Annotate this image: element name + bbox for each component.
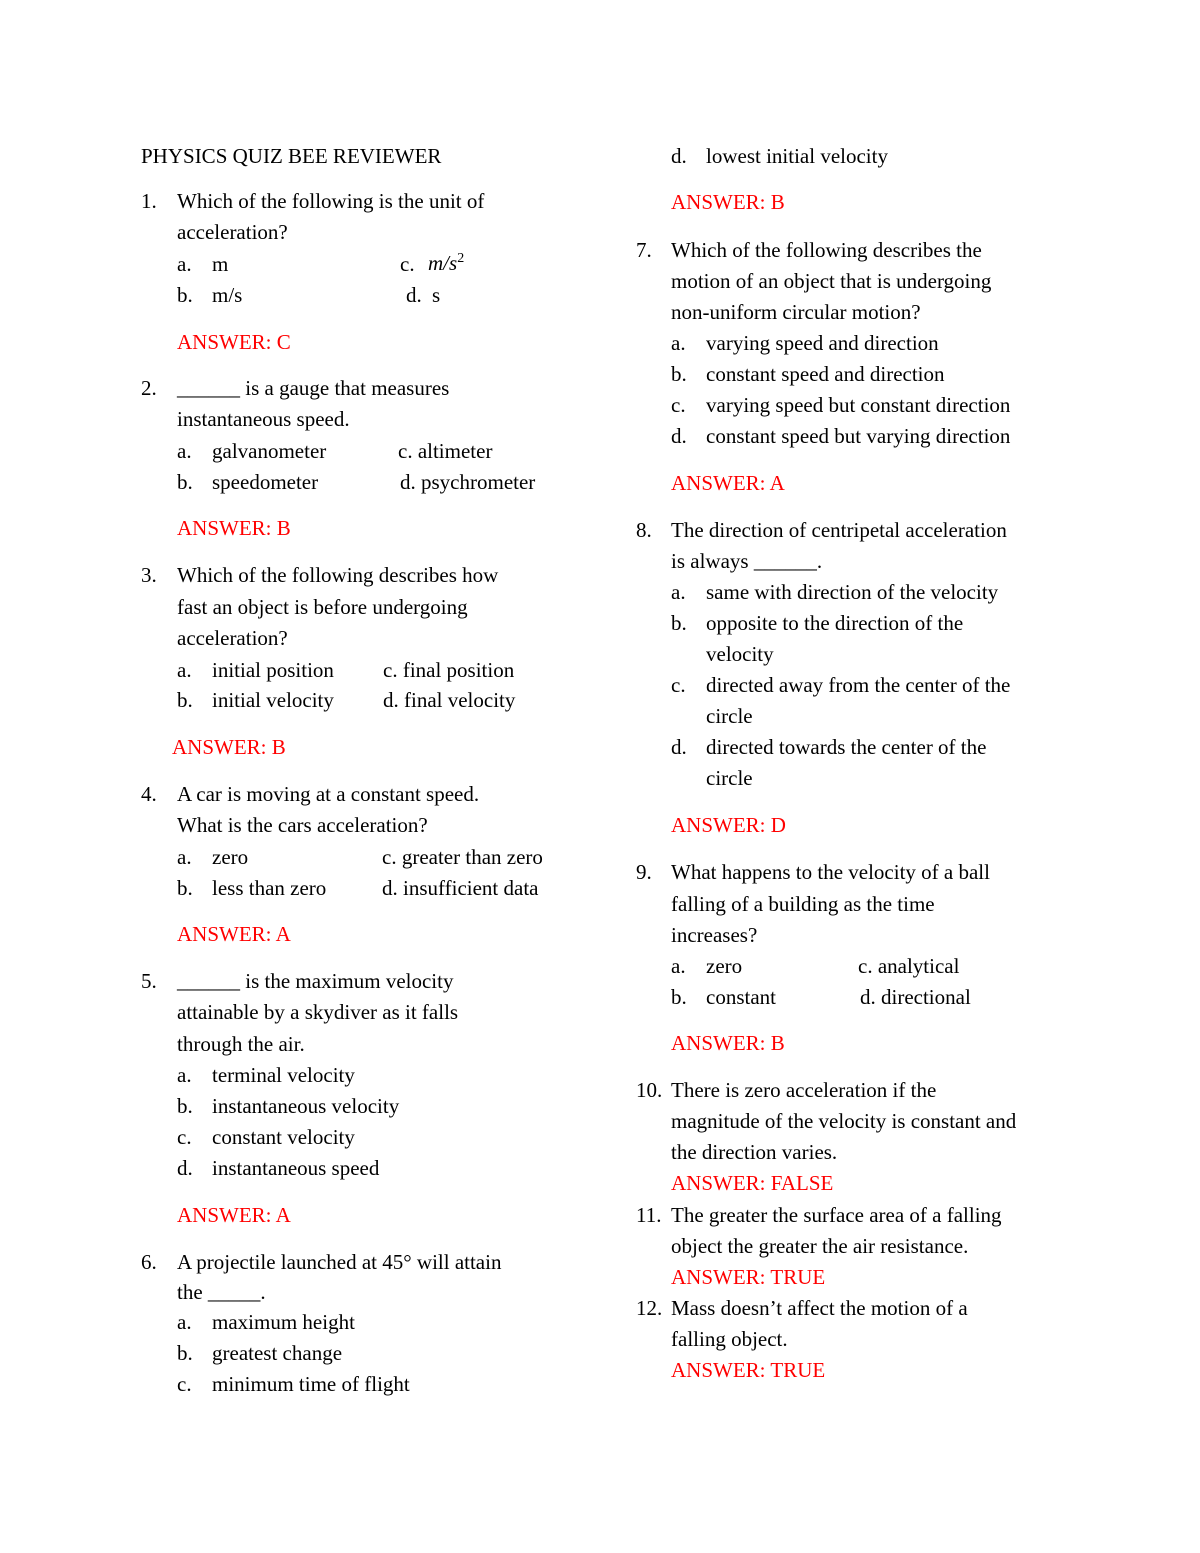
question-text: There is zero acceleration if the [671, 1078, 937, 1102]
option-a: galvanometer [212, 439, 327, 463]
option-d: constant speed but varying direction [706, 424, 1011, 448]
option-a: zero [212, 845, 249, 869]
option-letter: a. [177, 1310, 192, 1334]
option-letter: b. [177, 470, 193, 494]
question-text: through the air. [177, 1032, 305, 1056]
option-letter: a. [177, 845, 192, 869]
option-letter: b. [177, 876, 193, 900]
option-letter: a. [671, 580, 686, 604]
question-number: 2. [141, 376, 157, 400]
option-c: c. altimeter [398, 439, 493, 463]
question-text: What is the cars acceleration? [177, 813, 428, 837]
option-a: terminal velocity [212, 1063, 355, 1087]
option-letter: c. [671, 393, 686, 417]
option-c: minimum time of flight [212, 1372, 410, 1396]
option-b: speedometer [212, 470, 319, 494]
question-text: ______ is a gauge that measures [177, 376, 450, 400]
answer: ANSWER: B [671, 1031, 785, 1055]
answer: ANSWER: A [177, 1203, 291, 1227]
option-letter: a. [671, 954, 686, 978]
option-d: lowest initial velocity [706, 144, 888, 168]
question-text: What happens to the velocity of a ball [671, 860, 990, 884]
option-b: constant speed and direction [706, 362, 945, 386]
option-d: instantaneous speed [212, 1156, 380, 1180]
option-letter: a. [177, 658, 192, 682]
option-a: same with direction of the velocity [706, 580, 999, 604]
question-text: attainable by a skydiver as it falls [177, 1000, 459, 1024]
question-text: The direction of centripetal acceleration [671, 518, 1007, 542]
question-text: the direction varies. [671, 1140, 838, 1164]
option-a: initial position [212, 658, 334, 682]
question-text: Which of the following is the unit of [177, 189, 485, 213]
question-text: magnitude of the velocity is constant and [671, 1109, 1017, 1133]
answer: ANSWER: FALSE [671, 1171, 834, 1195]
question-text: acceleration? [177, 220, 288, 244]
option-a: maximum height [212, 1310, 355, 1334]
question-number: 1. [141, 189, 157, 213]
option-b: greatest change [212, 1341, 343, 1365]
question-text: object the greater the air resistance. [671, 1234, 969, 1258]
option-d: s [432, 283, 441, 307]
answer: ANSWER: TRUE [671, 1358, 826, 1382]
question-number: 10. [636, 1078, 663, 1102]
option-letter: a. [671, 331, 686, 355]
option-d: d. directional [860, 985, 971, 1009]
option-b: constant [706, 985, 776, 1009]
option-letter: a. [177, 1063, 192, 1087]
question-text: A car is moving at a constant speed. [177, 782, 480, 806]
question-number: 11. [636, 1203, 662, 1227]
answer: ANSWER: B [177, 516, 291, 540]
option-a: zero [706, 954, 743, 978]
option-a: m [212, 252, 229, 276]
option-letter: d. [671, 424, 687, 448]
option-letter: c. [177, 1125, 192, 1149]
option-letter: b. [177, 688, 193, 712]
question-number: 9. [636, 860, 652, 884]
option-d: d. psychrometer [400, 470, 536, 494]
option-letter: d. [671, 144, 687, 168]
question-text: Mass doesn’t affect the motion of a [671, 1296, 968, 1320]
option-letter: d. [177, 1156, 193, 1180]
question-text: falling object. [671, 1327, 788, 1351]
option-letter: a. [177, 439, 192, 463]
option-letter: b. [177, 1094, 193, 1118]
question-number: 12. [636, 1296, 663, 1320]
option-d: directed towards the center of the [706, 735, 987, 759]
option-c: $m/s^2$ [428, 251, 465, 275]
option-d: d. final velocity [383, 688, 516, 712]
page-title: PHYSICS QUIZ BEE REVIEWER [141, 144, 442, 168]
answer: ANSWER: B [671, 190, 785, 214]
option-c: varying speed but constant direction [706, 393, 1011, 417]
question-text: the _____. [177, 1280, 266, 1304]
option-letter: c. [400, 252, 415, 276]
question-number: 3. [141, 563, 157, 587]
question-number: 4. [141, 782, 157, 806]
option-c: constant velocity [212, 1125, 355, 1149]
option-letter: b. [177, 1341, 193, 1365]
option-letter: b. [671, 985, 687, 1009]
answer: ANSWER: A [671, 471, 785, 495]
answer: ANSWER: B [172, 735, 286, 759]
answer: ANSWER: C [177, 330, 291, 354]
option-b: m/s [212, 283, 243, 307]
question-text: instantaneous speed. [177, 407, 350, 431]
question-text: The greater the surface area of a falling [671, 1203, 1002, 1227]
option-b: instantaneous velocity [212, 1094, 400, 1118]
question-text: Which of the following describes how [177, 563, 499, 587]
option-letter: c. [671, 673, 686, 697]
question-text: increases? [671, 923, 758, 947]
option-letter: b. [177, 283, 193, 307]
option-letter: b. [671, 611, 687, 635]
question-text: ______ is the maximum velocity [177, 969, 454, 993]
question-number: 7. [636, 238, 652, 262]
question-text: acceleration? [177, 626, 288, 650]
option-b: less than zero [212, 876, 327, 900]
option-c: directed away from the center of the [706, 673, 1011, 697]
answer: ANSWER: D [671, 813, 786, 837]
question-number: 8. [636, 518, 652, 542]
option-c: c. final position [383, 658, 515, 682]
option-letter: b. [671, 362, 687, 386]
option-b-cont: velocity [706, 642, 774, 666]
answer: ANSWER: TRUE [671, 1265, 826, 1289]
question-text: A projectile launched at 45° will attain [177, 1250, 502, 1274]
option-letter: c. [177, 1372, 192, 1396]
option-letter: a. [177, 252, 192, 276]
question-number: 6. [141, 1250, 157, 1274]
question-text: fast an object is before undergoing [177, 595, 468, 619]
option-c-cont: circle [706, 704, 753, 728]
option-c: c. analytical [858, 954, 960, 978]
question-text: motion of an object that is undergoing [671, 269, 992, 293]
question-text: is always ______. [671, 549, 823, 573]
option-d: d. insufficient data [382, 876, 539, 900]
option-d-cont: circle [706, 766, 753, 790]
option-letter: d. [406, 283, 422, 307]
question-text: falling of a building as the time [671, 892, 935, 916]
question-text: non-uniform circular motion? [671, 300, 921, 324]
option-a: varying speed and direction [706, 331, 939, 355]
option-b: opposite to the direction of the [706, 611, 964, 635]
question-text: Which of the following describes the [671, 238, 982, 262]
question-number: 5. [141, 969, 157, 993]
option-b: initial velocity [212, 688, 334, 712]
option-letter: d. [671, 735, 687, 759]
answer: ANSWER: A [177, 922, 291, 946]
option-c: c. greater than zero [382, 845, 543, 869]
